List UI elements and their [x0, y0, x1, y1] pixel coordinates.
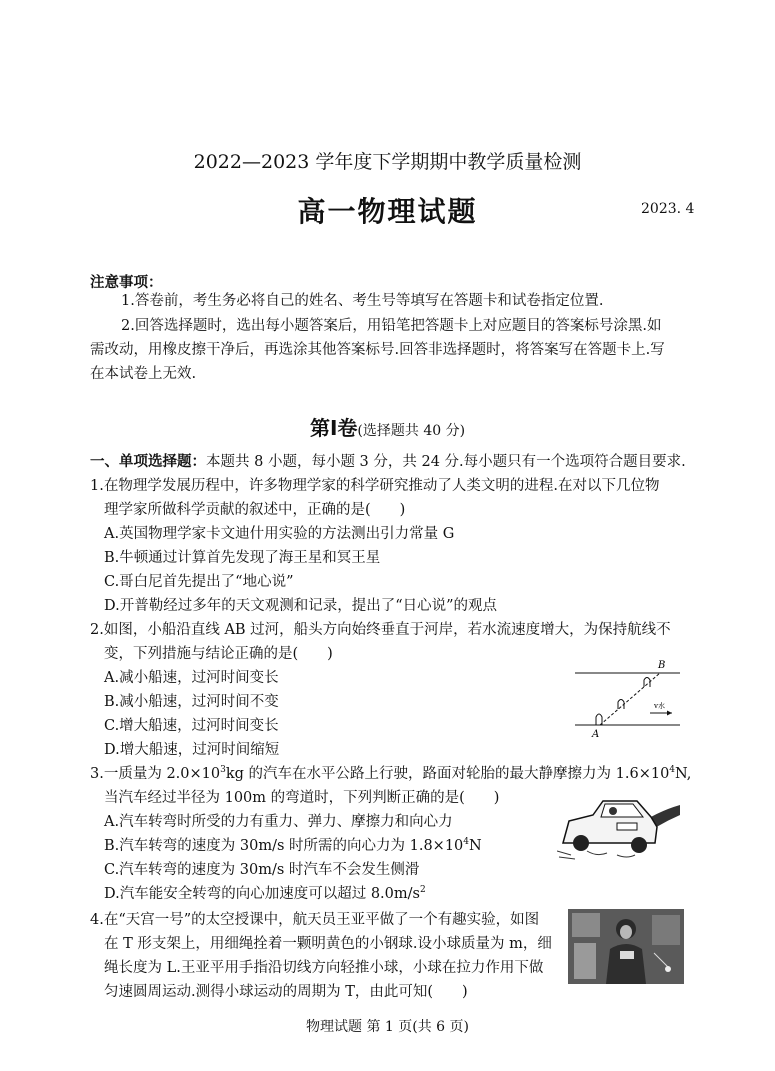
astronaut-body-icon: [606, 944, 646, 984]
page-footer: 物理试题 第 1 页(共 6 页): [306, 1019, 469, 1035]
q3-stem-line-2: 当汽车经过半径为 100m 的弯道时，下列判断正确的是( ): [104, 790, 500, 806]
label-water-velocity: v水: [654, 702, 665, 710]
q4-line-4: 匀速圆周运动.测得小球运动的周期为 T，由此可知( ): [104, 984, 468, 1000]
notice-title: 注意事项：: [90, 275, 163, 291]
q1-option-b: B.牛顿通过计算首先发现了海王星和冥王星: [104, 550, 381, 566]
skid-marks-icon: [587, 851, 635, 857]
q3-stem-part: 3.一质量为 2.0×10: [90, 766, 221, 782]
q3-option-a: A.汽车转弯时所受的力有重力、弹力、摩擦力和向心力: [104, 814, 453, 830]
wheel-icon: [573, 835, 589, 851]
name-badge-icon: [620, 951, 634, 959]
q4-line-3: 绳长度为 L.王亚平用手指沿切线方向轻推小球，小球在拉力作用下做: [104, 960, 544, 976]
q2-option-a: A.减小船速，过河时间变长: [104, 670, 279, 686]
notice-item-2-line-1: 2.回答选择题时，选出每小题答案后，用铅笔把答题卡上对应题目的答案标号涂黑.如: [121, 318, 662, 334]
label-b: B: [658, 660, 666, 671]
q3-option-d-text: D.汽车能安全转弯的向心加速度可以超过 8.0m/s: [104, 886, 420, 902]
car-turning-figure: [557, 793, 682, 861]
exam-title: 2022—2023 学年度下学期期中教学质量检测: [193, 151, 582, 173]
q3-stem-part: kg 的汽车在水平公路上行驶，路面对轮胎的最大静摩擦力为 1.6×10: [225, 766, 670, 782]
dust-icon: [557, 851, 575, 859]
q2-option-b: B.减小船速，过河时间不变: [104, 694, 279, 710]
q3-option-b-unit: N: [469, 838, 482, 854]
paper-title: 高一物理试题: [297, 195, 478, 228]
q1-option-c: C.哥白尼首先提出了“地心说”: [104, 574, 294, 590]
q3-exponent: 3: [220, 765, 226, 775]
license-plate-icon: [617, 823, 637, 830]
q3-option-b-exponent: 4: [463, 837, 470, 847]
q2-stem-line-2: 变，下列措施与结论正确的是( ): [104, 646, 333, 662]
exam-date: 2023. 4: [641, 201, 695, 217]
photo-panel: [652, 915, 680, 945]
q4-line-1: 4.在“天宫一号”的太空授课中，航天员王亚平做了一个有趣实验，如图: [90, 912, 540, 928]
part-label: 一、单项选择题：: [90, 454, 206, 470]
photo-panel: [572, 913, 600, 937]
section-title: [0, 412, 775, 441]
river-crossing-figure: [572, 657, 684, 741]
q3-stem-part: N,: [675, 766, 692, 782]
astronaut-face-icon: [620, 925, 632, 939]
wheel-icon: [631, 837, 647, 853]
q1-option-a: A.英国物理学家卡文迪什用实验的方法测出引力常量 G: [104, 526, 455, 542]
q4-line-2: 在 T 形支架上，用细绳拴着一颗明黄色的小钢球.设小球质量为 m，细: [104, 936, 552, 952]
notice-item-2-line-2: 需改动，用橡皮擦干净后，再选涂其他答案标号.回答非选择题时，将答案写在答题卡上.写: [90, 342, 665, 358]
boat-icon: [618, 700, 624, 710]
part-description: 本题共 8 小题，每小题 3 分，共 24 分.每小题只有一个选项符合题目要求.: [206, 454, 686, 470]
notice-item-2-line-3: 在本试卷上无效.: [90, 366, 197, 382]
steel-ball-icon: [665, 966, 671, 972]
section-title-main: 第Ⅰ卷: [309, 416, 358, 440]
q3-exponent: 4: [669, 765, 676, 775]
q3-stem-line-1: [90, 764, 691, 784]
q1-stem-line-2: 理学家所做科学贡献的叙述中，正确的是( ): [104, 502, 406, 518]
notice-item-1: 1.答卷前，考生务必将自己的姓名、考生号等填写在答题卡和试卷指定位置.: [121, 293, 604, 309]
photo-panel: [574, 943, 596, 979]
driver-icon: [609, 807, 617, 815]
q3-option-c: C.汽车转弯的速度为 30m/s 时汽车不会发生侧滑: [104, 862, 420, 878]
q2-option-d: D.增大船速，过河时间缩短: [104, 742, 280, 758]
q1-stem-line-1: 1.在物理学发展历程中，许多物理学家的科学研究推动了人类文明的进程.在对以下几位物: [90, 478, 660, 494]
q3-option-b-text: B.汽车转弯的速度为 30m/s 时所需的向心力为 1.8×10: [104, 838, 464, 854]
q1-option-d: D.开普勒经过多年的天文观测和记录，提出了“日心说”的观点: [104, 598, 498, 614]
section-title-sub: (选择题共 40 分): [357, 423, 466, 439]
q3-option-d: [104, 884, 426, 904]
q2-option-c: C.增大船速，过河时间变长: [104, 718, 279, 734]
part-heading: [90, 452, 686, 472]
q3-option-b: [104, 836, 482, 856]
boat-icon: [596, 714, 602, 725]
current-arrowhead: [667, 711, 672, 716]
label-a: A: [592, 729, 600, 740]
q3-option-d-exponent: 2: [419, 885, 426, 895]
q2-stem-line-1: 2.如图，小船沿直线 AB 过河，船头方向始终垂直于河岸，若水流速度增大，为保持航线不: [90, 622, 671, 638]
astronaut-photo: [568, 909, 684, 984]
path-ab-line: [600, 673, 660, 725]
